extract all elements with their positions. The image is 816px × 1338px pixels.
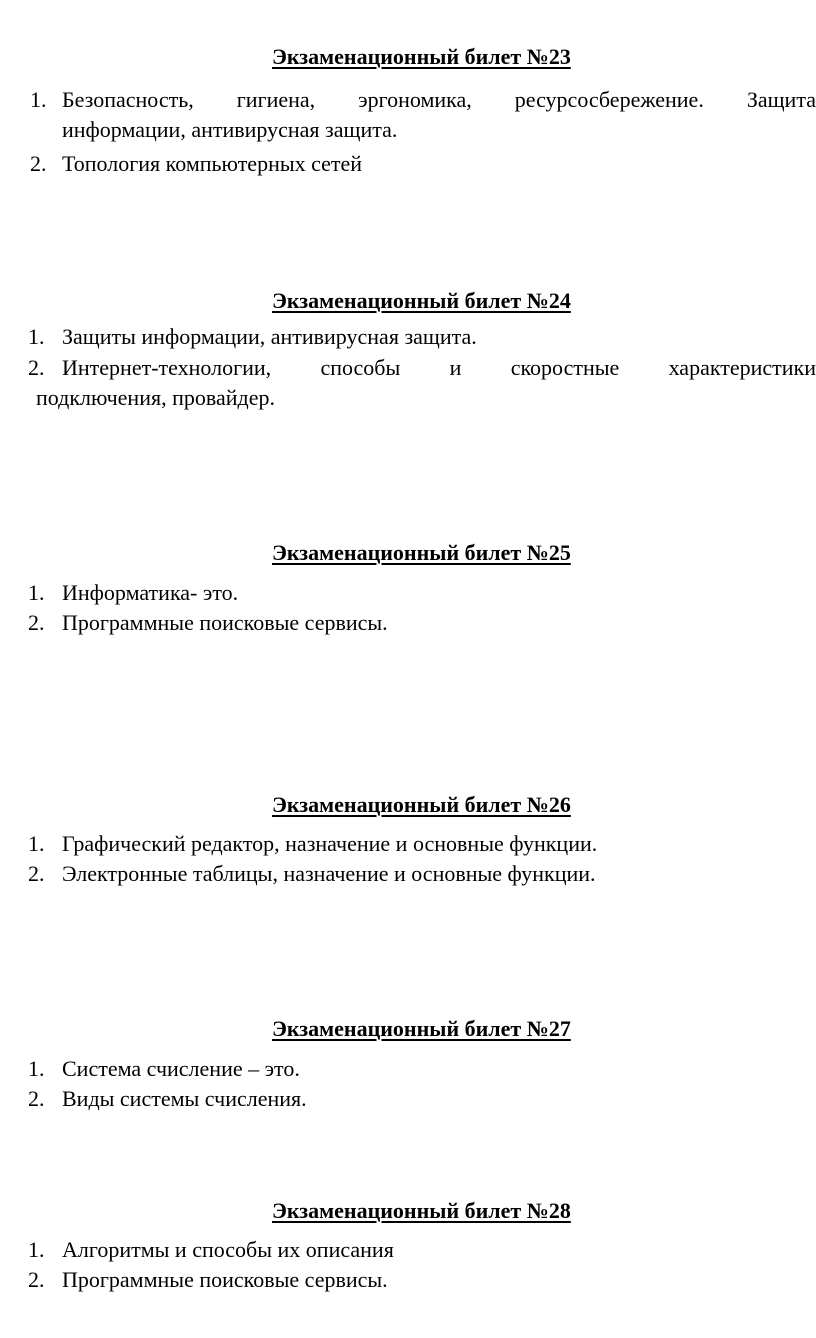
question-text: Алгоритмы и способы их описания [62, 1237, 394, 1262]
question-text: Информатика- это. [62, 580, 239, 605]
question-2 [28, 1265, 388, 1295]
question-number: 2. [28, 610, 45, 635]
question-1 [28, 1054, 300, 1084]
ticket-title: Экзаменационный билет №24 [272, 288, 571, 313]
question-text: Графический редактор, назначение и основные функции. [62, 831, 598, 856]
word: гигиена, [236, 87, 316, 112]
word: характеристики [668, 355, 816, 380]
question-text: Система счисление – это. [62, 1056, 300, 1081]
question-1 [28, 1235, 394, 1265]
question-number: 2. [28, 355, 45, 380]
ticket-title: Экзаменационный билет №23 [272, 44, 571, 69]
question-text: Программные поисковые сервисы. [62, 1267, 388, 1292]
question-text: Защиты информации, антивирусная защита. [62, 324, 477, 349]
question-text: Программные поисковые сервисы. [62, 610, 388, 635]
question-2 [30, 149, 362, 179]
word: и [449, 355, 462, 380]
question-2 [28, 859, 596, 889]
question-2 [28, 1084, 307, 1114]
question-1 [30, 85, 816, 145]
question-number: 2. [28, 861, 45, 886]
question-number: 2. [28, 1086, 45, 1111]
word: Защита [746, 87, 816, 112]
word: способы [320, 355, 401, 380]
question-1 [28, 578, 238, 608]
question-number: 1. [28, 324, 45, 349]
ticket-title: Экзаменационный билет №27 [272, 1016, 571, 1041]
question-text-continued: информации, антивирусная защита. [62, 117, 398, 142]
question-text-continued: подключения, провайдер. [36, 385, 275, 410]
ticket-title: Экзаменационный билет №28 [272, 1198, 571, 1223]
question-number: 1. [28, 1237, 45, 1262]
question-number: 1. [30, 87, 47, 112]
word: эргономика, [358, 87, 472, 112]
ticket-title: Экзаменационный билет №26 [272, 792, 571, 817]
question-number: 2. [30, 151, 47, 176]
question-number: 2. [28, 1267, 45, 1292]
question-text: Виды системы счисления. [62, 1086, 307, 1111]
question-1 [28, 322, 477, 352]
question-2 [28, 353, 816, 413]
question-2 [28, 608, 388, 638]
question-number: 1. [28, 831, 45, 856]
word: скоростные [510, 355, 620, 380]
ticket-title: Экзаменационный билет №25 [272, 540, 571, 565]
word: Интернет-технологии, [62, 355, 272, 380]
word: Безопасность, [62, 87, 194, 112]
word: ресурсосбережение. [514, 87, 704, 112]
question-number: 1. [28, 580, 45, 605]
question-text: Электронные таблицы, назначение и основные функции. [62, 861, 596, 886]
question-text: Топология компьютерных сетей [62, 151, 363, 176]
question-number: 1. [28, 1056, 45, 1081]
question-1 [28, 829, 597, 859]
